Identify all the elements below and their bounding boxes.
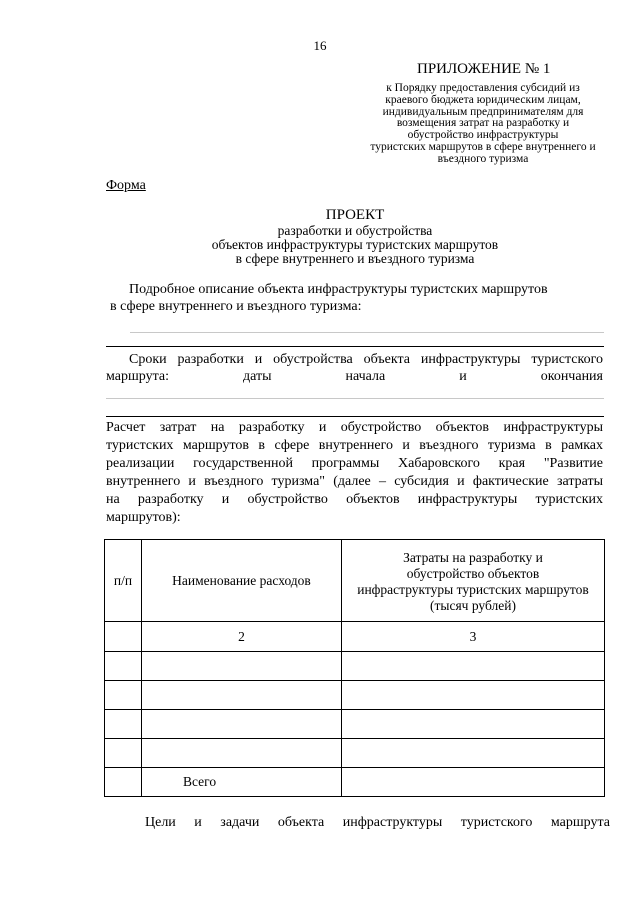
appendix-line: краевого бюджета юридическим лицам, [385, 93, 581, 106]
header-costs-line: (тысяч рублей) [430, 598, 516, 613]
appendix-title: ПРИЛОЖЕНИЕ № 1 [417, 61, 551, 77]
cost-text-line: внутреннего и въездного туризма" (далее – субсидия и фактические затраты [106, 474, 603, 489]
table-cell: 2 [142, 622, 342, 652]
description-label-cont: в сфере внутреннего и въездного туризма: [110, 299, 362, 314]
appendix-line: к Порядку предоставления субсидий из [386, 82, 580, 94]
cost-text-line: маршрутов): [106, 510, 181, 525]
appendix-line: возмещения затрат на разработку и [396, 117, 570, 130]
project-subtitle-line: в сфере внутреннего и въездного туризма [235, 251, 475, 266]
appendix-line: индивидуальным предпринимателям для [382, 105, 584, 118]
table-cell [342, 652, 605, 681]
table-cell [142, 652, 342, 681]
fill-line [106, 416, 604, 417]
table-total-row [105, 768, 605, 797]
header-costs-line: Затраты на разработку и [403, 550, 543, 565]
description-label: Подробное описание объекта инфраструктуры туристских маршрутов [129, 282, 548, 297]
header-expense-name [142, 540, 342, 622]
header-expense-name-label: Наименование расходов [172, 572, 311, 588]
dates-label: Сроки разработки и обустройства объекта инфраструктуры туристского [129, 352, 603, 367]
table-cell [142, 710, 342, 739]
table-cell [142, 739, 342, 768]
project-title: ПРОЕКТ [325, 207, 385, 223]
table-cell [342, 768, 605, 797]
appendix-line: въездного туризма [437, 152, 529, 165]
table-cell: 3 [342, 622, 605, 652]
header-number-label: п/п [113, 572, 133, 588]
appendix-subtitle [355, 83, 611, 166]
header-costs-line: инфраструктуры туристских маршрутов [357, 582, 589, 597]
page-number: 16 [313, 38, 327, 53]
goals-label: Цели и задачи объекта инфраструктуры туристского маршрута [145, 815, 610, 830]
appendix-line: обустройство инфраструктуры [407, 129, 559, 142]
fill-line [106, 346, 604, 347]
table-row [105, 652, 605, 681]
table-cell [342, 739, 605, 768]
table-cell [105, 710, 142, 739]
fill-line [106, 398, 604, 399]
dates-label-cont: маршрута: даты начала и окончания [106, 369, 603, 384]
table-cell [105, 681, 142, 710]
table-cell [105, 652, 142, 681]
header-costs-line: обустройство объектов [406, 566, 540, 581]
table-row [105, 710, 605, 739]
costs-table [104, 539, 605, 797]
appendix-line: туристских маршрутов в сфере внутреннего и [370, 140, 596, 153]
table-row [105, 681, 605, 710]
header-costs [342, 540, 605, 622]
table-cell [105, 622, 142, 652]
table-cell [142, 681, 342, 710]
project-subtitle-line: разработки и обустройства [277, 223, 433, 238]
table-cell [105, 768, 142, 797]
table-cell [342, 681, 605, 710]
project-subtitle-line: объектов инфраструктуры туристских маршрутов [211, 237, 499, 252]
cost-text-line: Расчет затрат на разработку и обустройство объектов инфраструктуры [106, 420, 603, 435]
cost-text-line: туристских маршрутов в сфере внутреннего и въездного туризма в рамках [106, 438, 603, 453]
fill-line [130, 332, 604, 333]
table-cell [105, 739, 142, 768]
table-cell [342, 710, 605, 739]
table-row [105, 739, 605, 768]
table-header-row [105, 540, 605, 622]
table-numbering-row [105, 622, 605, 652]
total-label: Всего [142, 768, 342, 797]
header-number [105, 540, 142, 622]
cost-text-line: реализации государственной программы Хабаровского края "Развитие [106, 456, 603, 471]
form-label: Форма [106, 178, 146, 193]
cost-text-line: на разработку и обустройство объектов инфраструктуры туристских [106, 492, 603, 507]
